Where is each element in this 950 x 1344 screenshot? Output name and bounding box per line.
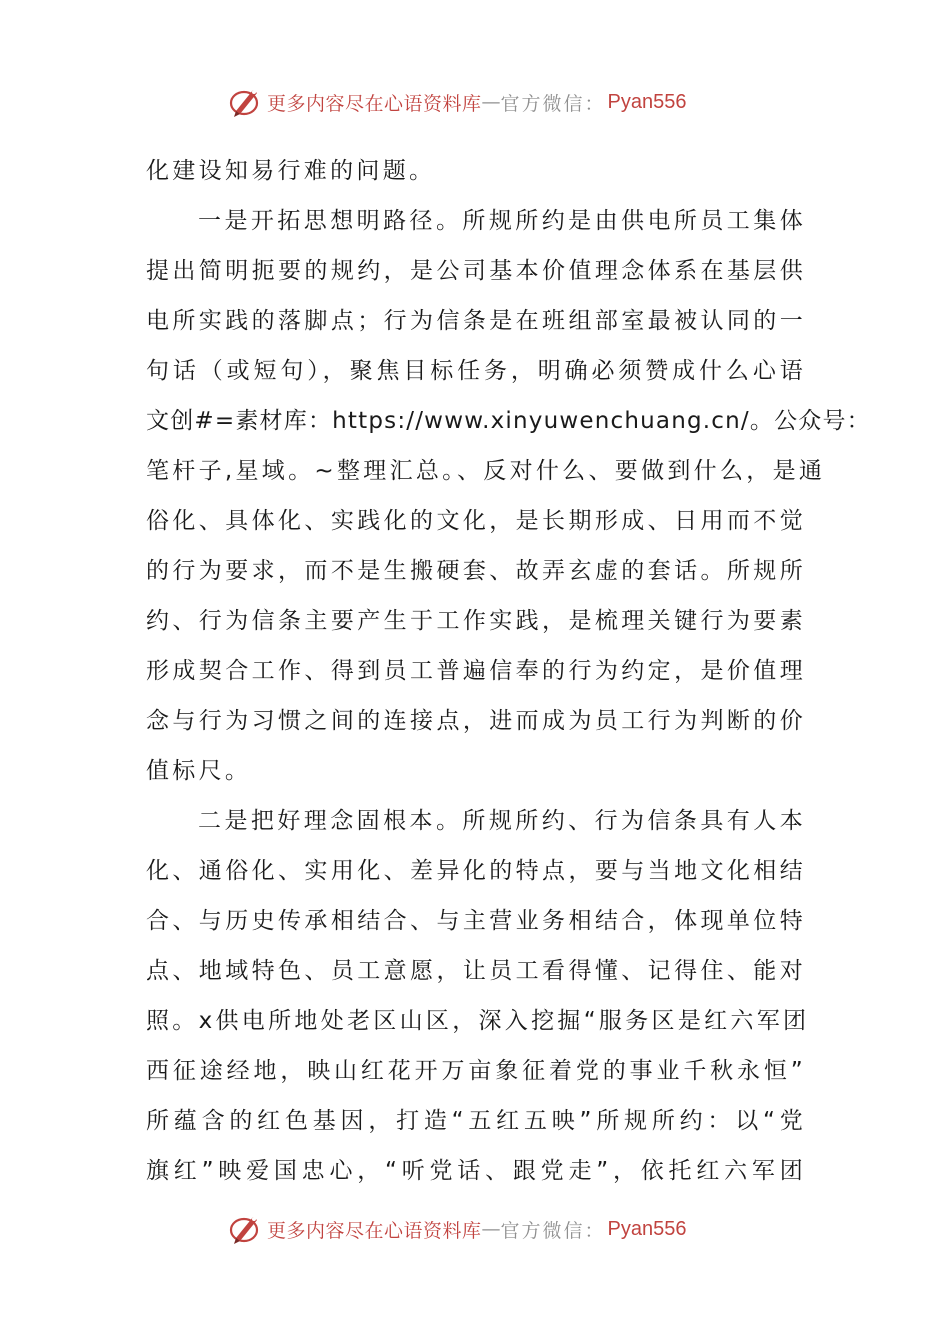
wechat-label: 官方微信： [500, 1219, 606, 1242]
paragraph-first-line: 二是把好理念固根本。所规所约、行为信条具有人本 [198, 808, 806, 834]
text-line: 照。x供电所地处老区山区，深入挖掘“服务区是红六军团 [146, 1008, 810, 1034]
site-name-text: 更多内容尽在心语资料库 [267, 1219, 482, 1242]
site-name-text: 更多内容尽在心语资料库 [267, 92, 482, 115]
text-line: 化、通俗化、实用化、差异化的特点，要与当地文化相结 [146, 858, 806, 884]
document-body [146, 146, 871, 1196]
text-line: 点、地域特色、员工意愿，让员工看得懂、记得住、能对 [146, 958, 806, 984]
text-line: 念与行为习惯之间的连接点，进而成为员工行为判断的价 [146, 708, 806, 734]
text-line: 俗化、具体化、实践化的文化，是长期形成、日用而不觉 [146, 508, 806, 534]
text-line: 笔杆子,星域。~整理汇总。、反对什么、要做到什么，是通 [146, 458, 826, 484]
pen-logo-icon [227, 84, 263, 120]
banner-dash: — [481, 1218, 501, 1240]
paragraph-first-line: 一是开拓思想明路径。所规所约是由供电所员工集体 [198, 208, 806, 234]
text-line: 提出简明扼要的规约，是公司基本价值理念体系在基层供 [146, 258, 806, 284]
pen-logo-icon [227, 1211, 263, 1247]
text-line: 化建设知易行难的问题。 [146, 158, 436, 184]
text-line: 约、行为信条主要产生于工作实践，是梳理关键行为要素 [146, 608, 806, 634]
wechat-id: Pyan556 [607, 90, 687, 113]
text-line: 句话（或短句），聚焦目标任务，明确必须赞成什么心语 [146, 358, 806, 384]
text-line: 电所实践的落脚点；行为信条是在班组部室最被认同的一 [146, 308, 806, 334]
text-line: 合、与历史传承相结合、与主营业务相结合，体现单位特 [146, 908, 806, 934]
text-line: 文创#=素材库：https://www.xinyuwenchuang.cn/。公众号： [146, 408, 871, 434]
text-line: 西征途经地，映山红花开万亩象征着党的事业千秋永恒” [146, 1058, 806, 1084]
banner-dash: — [481, 91, 501, 113]
header-watermark-banner [227, 82, 687, 122]
text-line: 的行为要求，而不是生搬硬套、故弄玄虚的套话。所规所 [146, 558, 806, 584]
wechat-label: 官方微信： [500, 92, 606, 115]
wechat-id: Pyan556 [607, 1217, 687, 1240]
text-line: 旗红”映爱国忠心，“听党话、跟党走”，依托红六军团 [146, 1158, 806, 1184]
footer-watermark-banner [227, 1209, 687, 1249]
text-line: 形成契合工作、得到员工普遍信奉的行为约定，是价值理 [146, 658, 806, 684]
text-line: 所蕴含的红色基因，打造“五红五映”所规所约：以“党 [146, 1108, 806, 1134]
text-line: 值标尺。 [146, 758, 252, 784]
